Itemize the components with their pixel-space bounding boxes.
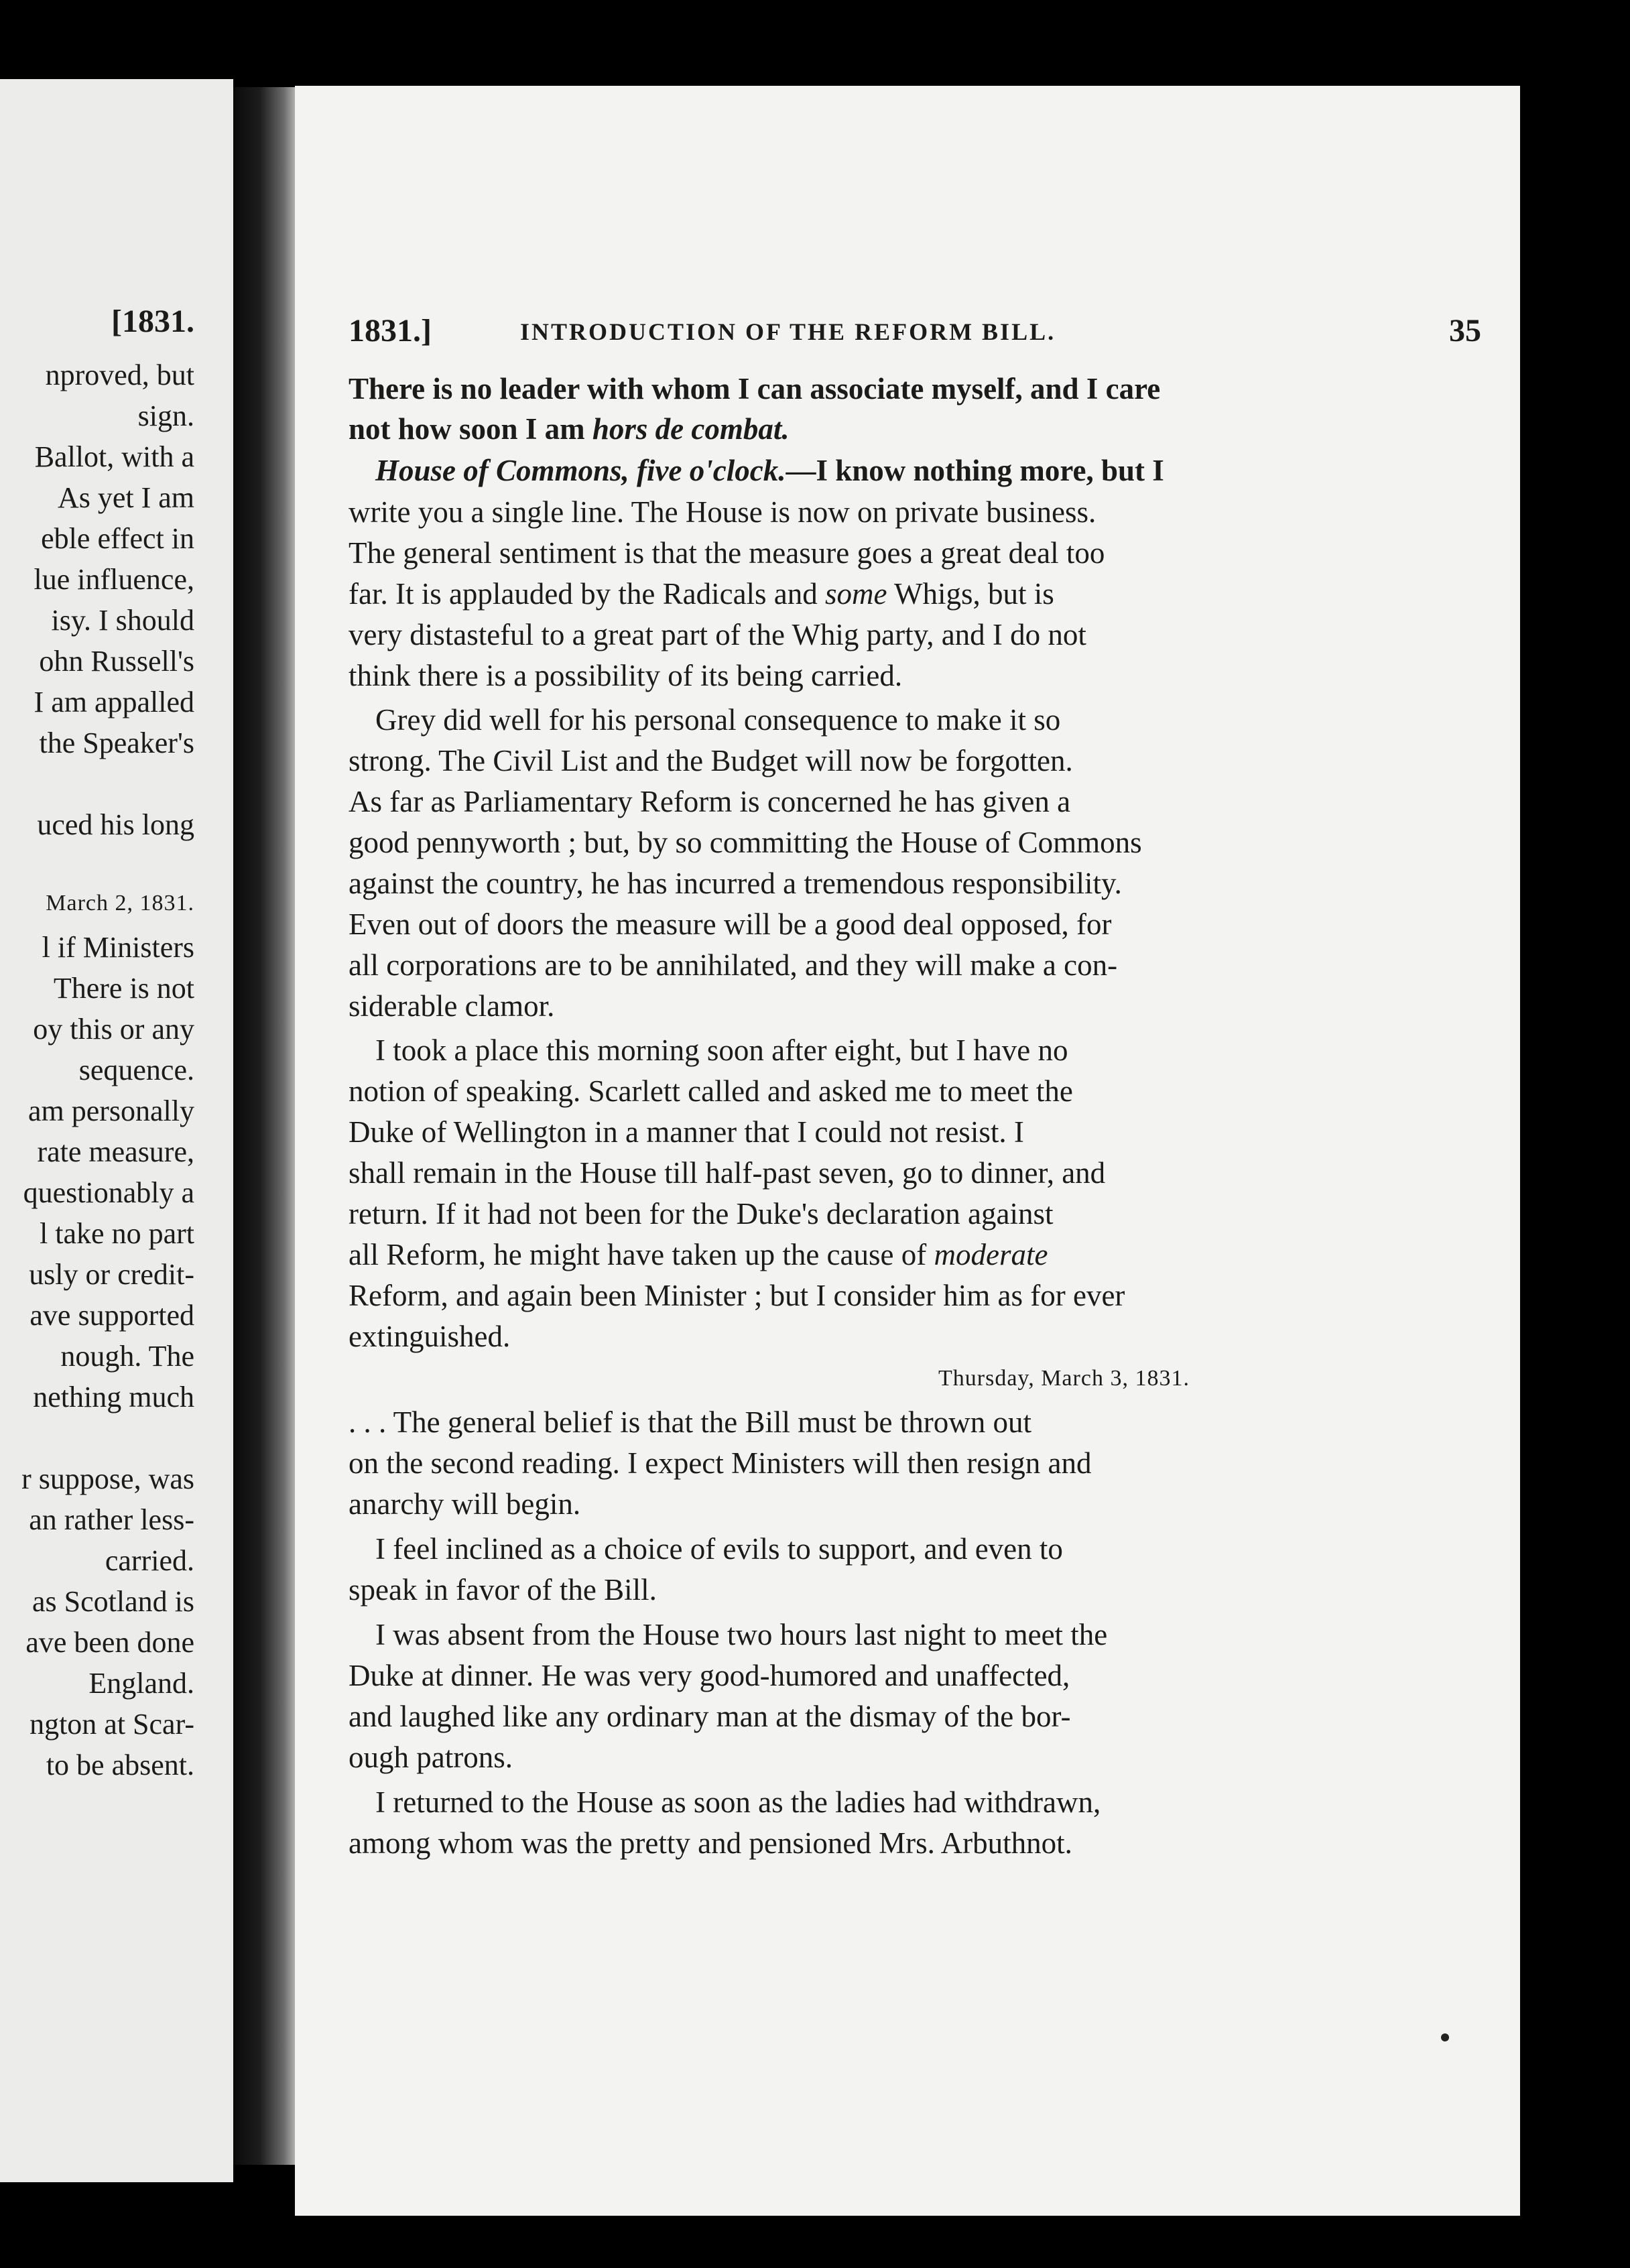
text-line: among whom was the pretty and pensioned Mrs. Arbuthnot. <box>349 1826 1072 1860</box>
text-line: ough patrons. <box>349 1741 513 1774</box>
left-text-line: Ballot, with a <box>34 440 194 473</box>
left-text-line: questionably a <box>23 1176 194 1209</box>
text-line: notion of speaking. Scarlett called and asked me to meet the <box>349 1074 1073 1108</box>
left-text-line: an rather less- <box>29 1503 194 1536</box>
text-line: Reform, and again been Minister ; but I consider him as for ever <box>349 1279 1125 1312</box>
left-text-line: isy. I should <box>51 604 194 637</box>
text-line <box>349 414 790 444</box>
text-line <box>349 579 1054 609</box>
running-head <box>349 312 1481 353</box>
text-line-part: not how soon I am <box>349 412 592 446</box>
text-line-part: —I know nothing more, but I <box>786 454 1164 487</box>
text-line: return. If it had not been for the Duke's declaration against <box>349 1197 1054 1231</box>
text-line <box>375 456 1164 486</box>
italic-phrase: hors de combat. <box>592 412 790 446</box>
left-text-line: England. <box>88 1667 194 1700</box>
left-running-head: [1831. <box>111 304 194 339</box>
left-text-line: ave been done <box>25 1626 194 1659</box>
text-line: The general sentiment is that the measure goes a great deal too <box>349 536 1105 570</box>
left-text-line: am personally <box>27 1094 194 1127</box>
italic-word: some <box>825 577 887 611</box>
left-text-line: the Speaker's <box>39 727 194 759</box>
text-line: shall remain in the House till half-past seven, go to dinner, and <box>349 1156 1106 1190</box>
right-page <box>295 86 1520 2216</box>
text-line: As far as Parliamentary Reform is concerned he has given a <box>349 785 1071 818</box>
left-text-line: sequence. <box>78 1054 194 1086</box>
entry-dateline: Thursday, March 3, 1831. <box>938 1366 1190 1391</box>
left-text-line: carried. <box>105 1544 194 1577</box>
left-text-line: ave supported <box>29 1299 194 1332</box>
left-dateline: March 2, 1831. <box>46 891 194 916</box>
left-text-line: as Scotland is <box>32 1585 194 1618</box>
left-text-line: nproved, but <box>45 359 194 391</box>
left-text-line: ngton at Scar- <box>29 1708 194 1741</box>
left-text-line: sign. <box>137 399 194 432</box>
left-text-line: nough. The <box>60 1340 194 1373</box>
left-text-line: lue influence, <box>34 563 194 596</box>
left-text-line: I am appalled <box>34 686 194 718</box>
text-line <box>349 1240 1048 1270</box>
left-page <box>0 79 233 2182</box>
text-line: good pennyworth ; but, by so committing the House of Commons <box>349 826 1142 859</box>
italic-heading: House of Commons, five o'clock. <box>375 454 786 487</box>
text-line-part: Whigs, but is <box>887 577 1054 611</box>
text-line-part: far. It is applauded by the Radicals and <box>349 577 826 611</box>
text-line: strong. The Civil List and the Budget will now be forgotten. <box>349 744 1073 777</box>
text-line: I returned to the House as soon as the ladies had withdrawn, <box>375 1785 1101 1819</box>
left-text-line: There is not <box>53 972 194 1005</box>
left-text-line: l take no part <box>40 1217 194 1250</box>
left-text-line: ohn Russell's <box>39 645 194 678</box>
ink-speck <box>1441 2033 1449 2041</box>
text-line: on the second reading. I expect Ministers will then resign and <box>349 1446 1092 1480</box>
text-line: I feel inclined as a choice of evils to support, and even to <box>375 1532 1063 1566</box>
running-head-title: INTRODUCTION OF THE REFORM BILL. <box>520 318 1056 345</box>
text-line: think there is a possibility of its being carried. <box>349 659 903 692</box>
text-line: very distasteful to a great part of the Whig party, and I do not <box>349 618 1086 651</box>
text-line: against the country, he has incurred a tremendous responsibility. <box>349 867 1122 900</box>
text-line: I was absent from the House two hours last night to meet the <box>375 1618 1108 1651</box>
left-text-line: to be absent. <box>46 1749 194 1781</box>
book-gutter <box>233 87 300 2165</box>
text-line: write you a single line. The House is now on private business. <box>349 495 1096 529</box>
text-line: Duke at dinner. He was very good-humored and unaffected, <box>349 1659 1070 1692</box>
left-text-line: usly or credit- <box>29 1258 194 1291</box>
text-line: Duke of Wellington in a manner that I could not resist. I <box>349 1115 1024 1149</box>
page-number: 35 <box>1449 313 1481 349</box>
text-line-part: all Reform, he might have taken up the cause of <box>349 1238 934 1271</box>
left-text-line: oy this or any <box>33 1013 194 1046</box>
left-text-line: r suppose, was <box>21 1462 194 1495</box>
text-line: . . . The general belief is that the Bill must be thrown out <box>349 1405 1031 1439</box>
text-line: siderable clamor. <box>349 989 555 1023</box>
left-text-line: l if Ministers <box>42 931 194 964</box>
text-line: anarchy will begin. <box>349 1487 581 1521</box>
text-line: There is no leader with whom I can associate myself, and I care <box>349 372 1161 405</box>
text-line: all corporations are to be annihilated, and they will make a con- <box>349 948 1118 982</box>
text-line: I took a place this morning soon after eight, but I have no <box>375 1033 1068 1067</box>
text-line: and laughed like any ordinary man at the dismay of the bor- <box>349 1700 1071 1733</box>
left-text-line: As yet I am <box>57 481 194 514</box>
left-text-line: nething much <box>33 1381 194 1413</box>
text-line: speak in favor of the Bill. <box>349 1573 657 1606</box>
text-line: Even out of doors the measure will be a good deal opposed, for <box>349 907 1112 941</box>
running-head-year: 1831.] <box>349 313 432 349</box>
left-text-line: eble effect in <box>41 522 194 555</box>
italic-word: moderate <box>934 1238 1048 1271</box>
text-line: Grey did well for his personal consequence to make it so <box>375 703 1061 737</box>
left-text-line: rate measure, <box>37 1135 194 1168</box>
text-line: extinguished. <box>349 1320 511 1353</box>
left-text-line: uced his long <box>37 808 194 841</box>
